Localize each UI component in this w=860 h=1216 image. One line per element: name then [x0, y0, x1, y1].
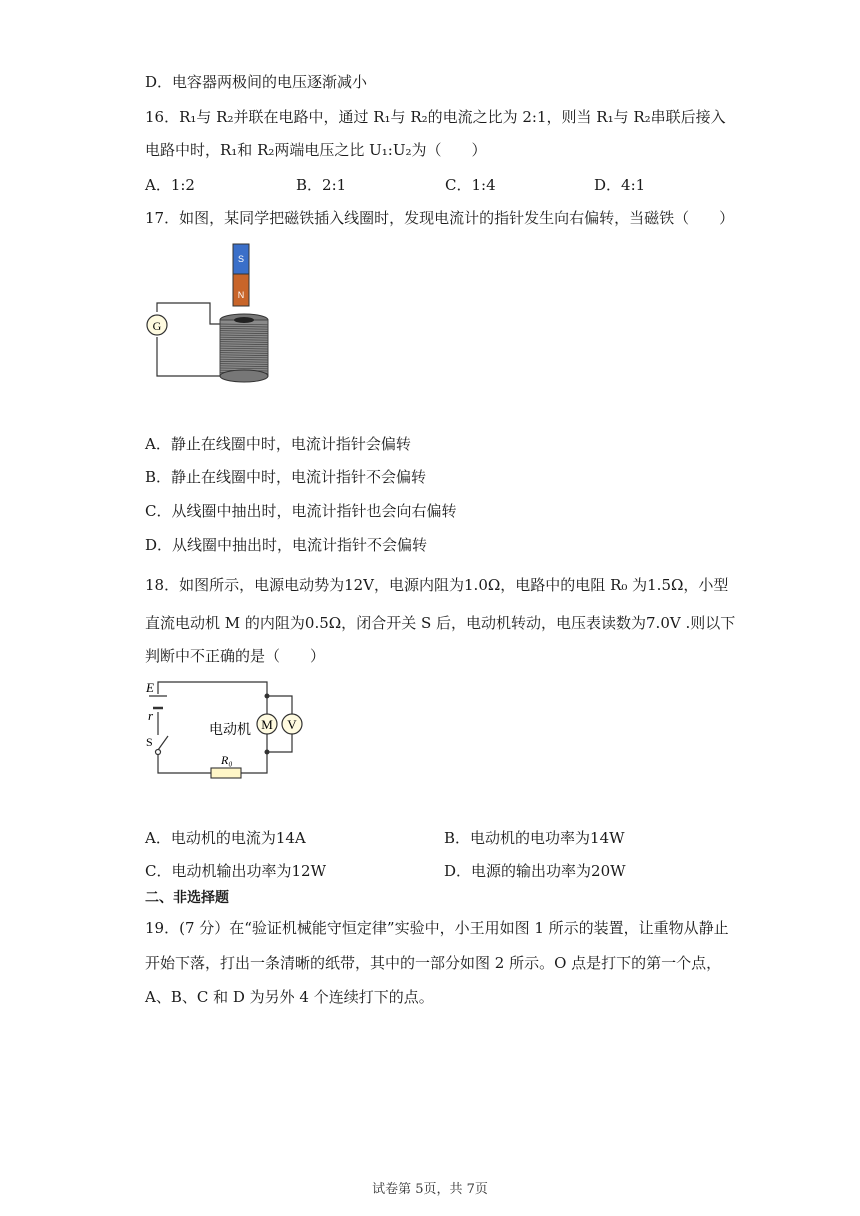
svg-text:N: N — [237, 290, 245, 300]
q18-option-c: C．电动机输出功率为12W — [145, 862, 326, 880]
coil-icon — [220, 314, 268, 382]
q18-label-e: E — [146, 680, 154, 695]
page-footer: 试卷第 5页，共 7页 — [372, 1182, 488, 1197]
q16-option-d: D．4:1 — [594, 176, 646, 194]
q19-stem-line2: 开始下落，打出一条清晰的纸带，其中的一部分如图 2 所示。O 点是打下的第一个点， — [145, 954, 722, 972]
q17-option-c: C．从线圈中抽出时，电流计指针也会向右偏转 — [145, 502, 457, 520]
q16-stem-line2: 电路中时，R₁和 R₂两端电压之比 U₁:U₂为（ ） — [145, 141, 487, 159]
motor-icon — [257, 714, 277, 734]
svg-text:G: G — [152, 319, 162, 333]
q18-stem-line1: 18．如图所示，电源电动势为12V，电源内阻为1.0Ω，电路中的电阻 R₀ 为1.5Ω，小型 — [145, 576, 729, 594]
q17-option-d: D．从线圈中抽出时，电流计指针不会偏转 — [145, 536, 428, 554]
galvanometer-icon — [147, 315, 167, 335]
q18-option-b: B．电动机的电功率为14W — [444, 829, 625, 847]
voltmeter-icon — [282, 714, 302, 734]
q16-option-c: C．1:4 — [445, 176, 496, 194]
q18-stem-line3: 判断中不正确的是（ ） — [145, 647, 326, 665]
q15-option-d: D．电容器两极间的电压逐渐减小 — [145, 73, 368, 91]
q18-option-a: A．电动机的电流为14A — [145, 829, 306, 847]
q18-figure-motor-circuit — [140, 680, 310, 780]
q17-option-a: A．静止在线圈中时，电流计指针会偏转 — [145, 435, 411, 453]
q19-stem-line1: 19．(7 分）在“验证机械能守恒定律”实验中，小王用如图 1 所示的装置，让重物从静止 — [145, 919, 729, 937]
resistor-icon — [211, 768, 241, 778]
q17-figure-magnet-coil — [140, 240, 280, 385]
q18-label-r0: R₀ — [221, 753, 233, 767]
q16-option-a: A．1:2 — [145, 176, 195, 194]
q17-circuit-wires — [157, 303, 220, 376]
q16-stem-line1: 16．R₁与 R₂并联在电路中，通过 R₁与 R₂的电流之比为 2:1，则当 R₁与 R₂串联后接入 — [145, 108, 726, 126]
bar-magnet-icon — [233, 244, 249, 306]
section-title: 二、非选择题 — [145, 890, 229, 906]
svg-text:M: M — [261, 717, 273, 732]
q19-stem-line3: A、B、C 和 D 为另外 4 个连续打下的点。 — [145, 988, 434, 1006]
q18-motor-label: 电动机 — [209, 721, 251, 737]
q18-label-s: S — [146, 735, 153, 749]
svg-text:V: V — [287, 717, 297, 732]
q16-option-b: B．2:1 — [296, 176, 347, 194]
q17-stem: 17．如图，某同学把磁铁插入线圈时，发现电流计的指针发生向右偏转，当磁铁（ ） — [145, 209, 735, 227]
q18-stem-line2: 直流电动机 M 的内阻为0.5Ω，闭合开关 S 后，电动机转动，电压表读数为7.0V .则以下 — [145, 614, 736, 632]
q17-option-b: B．静止在线圈中时，电流计指针不会偏转 — [145, 468, 427, 486]
switch-icon — [156, 736, 169, 755]
q18-label-r: r — [148, 708, 154, 723]
svg-text:S: S — [237, 254, 245, 264]
q18-option-d: D．电源的输出功率为20W — [444, 862, 626, 880]
battery-icon — [149, 696, 167, 708]
